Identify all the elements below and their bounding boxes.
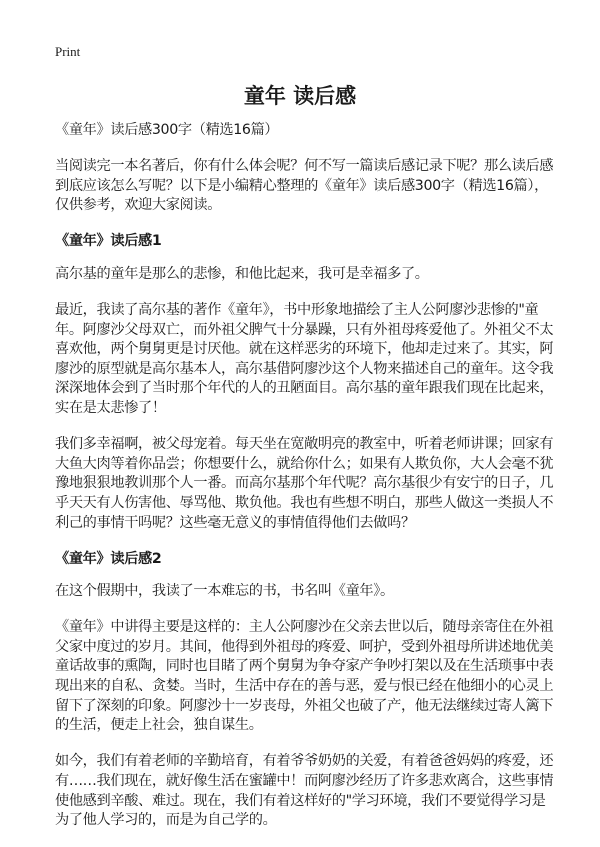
text-line: 到底应该怎么写呢？以下是小编精心整理的《童年》读后感300字（精选16篇）， <box>55 177 548 194</box>
text-line: 现出来的自私、贪婪。当时，生活中存在的善与恶，爱与恨已经在他细小的心灵上 <box>55 678 554 695</box>
text-line: 最近，我读了高尔基的著作《童年》，书中形象地描绘了主人公阿廖沙悲惨的"童 <box>55 302 539 319</box>
text-line: 如今，我们有着老师的辛勤培育，有着爷爷奶奶的关爱，有着爸爸妈妈的疼爱，还 <box>55 753 554 770</box>
text-line: 留下了深刻的印象。阿廖沙十一岁丧母，外祖父也破了产，他无法继续过寄人篱下 <box>55 697 554 714</box>
paragraph <box>55 301 555 419</box>
text-line: 实在是太悲惨了！ <box>55 400 166 417</box>
text-line: 父家中度过的岁月。其间，他得到外祖母的疼爱、呵护，受到外祖母所讲述地优美 <box>55 638 554 655</box>
text-line: 《童年》读后感1 <box>55 233 162 250</box>
text-line: 豫地狠狠地教训那个人一番。而高尔基那个年代呢？高尔基很少有安宁的日子，几 <box>55 475 554 492</box>
text-line: 大鱼大肉等着你品尝；你想要什么，就给你什么；如果有人欺负你，大人会毫不犹 <box>55 455 554 472</box>
paragraph <box>55 752 555 830</box>
paragraph <box>55 265 555 285</box>
paragraph <box>55 582 555 602</box>
text-line: 年。阿廖沙父母双亡，而外祖父脾气十分暴躁，只有外祖母疼爱他了。外祖父不太 <box>55 321 554 338</box>
paragraph <box>55 157 555 216</box>
text-line: 当阅读完一本名著后，你有什么体会呢？何不写一篇读后感记录下呢？那么读后感 <box>55 158 554 175</box>
article-body <box>55 121 555 847</box>
text-line: 利己的事情干吗呢？这些毫无意义的事情值得他们去做吗？ <box>55 514 415 531</box>
text-line: 《童年》读后感300字（精选16篇） <box>55 122 279 138</box>
paragraph <box>55 435 555 533</box>
text-line: 廖沙的原型就是高尔基本人，高尔基借阿廖沙这个人物来描述自己的童年。这令我 <box>55 360 554 377</box>
section-heading <box>55 550 555 570</box>
text-line: 《童年》读后感2 <box>55 550 162 567</box>
text-line: 乎天天有人伤害他、辱骂他、欺负他。我也有些想不明白，那些人做这一类损人不 <box>55 494 554 511</box>
text-line: 高尔基的童年是那么的悲惨，和他比起来，我可是幸福多了。 <box>55 265 429 282</box>
page-title: 童年 读后感 <box>243 84 357 108</box>
print-link[interactable]: Print <box>55 44 81 59</box>
text-line: 使他感到辛酸、难过。现在，我们有着这样好的"学习环境，我们不要觉得学习是 <box>55 792 546 809</box>
text-line: 《童年》中讲得主要是这样的：主人公阿廖沙在父亲去世以后，随母亲寄住在外祖 <box>55 619 554 636</box>
section-heading <box>55 232 555 252</box>
text-line: 喜欢他，两个舅舅更是讨厌他。就在这样恶劣的环境下，他却走过来了。其实，阿 <box>55 341 554 358</box>
text-line: 有……我们现在，就好像生活在蜜罐中！而阿廖沙经历了许多悲欢离合，这些事情 <box>55 772 554 789</box>
text-line: 童话故事的熏陶，同时也目睹了两个舅舅为争夺家产争吵打架以及在生活琐事中表 <box>55 658 554 675</box>
text-line: 深深地体会到了当时那个年代的人的丑陋面目。高尔基的童年跟我们现在比起来， <box>55 380 554 397</box>
text-line: 我们多幸福啊，被父母宠着。每天坐在宽敞明亮的教室中，听着老师讲课；回家有 <box>55 436 554 453</box>
text-line: 在这个假期中，我读了一本难忘的书，书名叫《童年》。 <box>55 583 394 600</box>
paragraph <box>55 618 555 736</box>
text-line: 的生活，便走上社会，独自谋生。 <box>55 717 263 734</box>
paragraph <box>55 121 555 141</box>
text-line: 仅供参考，欢迎大家阅读。 <box>55 197 222 214</box>
text-line: 为了他人学习的，而是为自己学的。 <box>55 812 277 829</box>
